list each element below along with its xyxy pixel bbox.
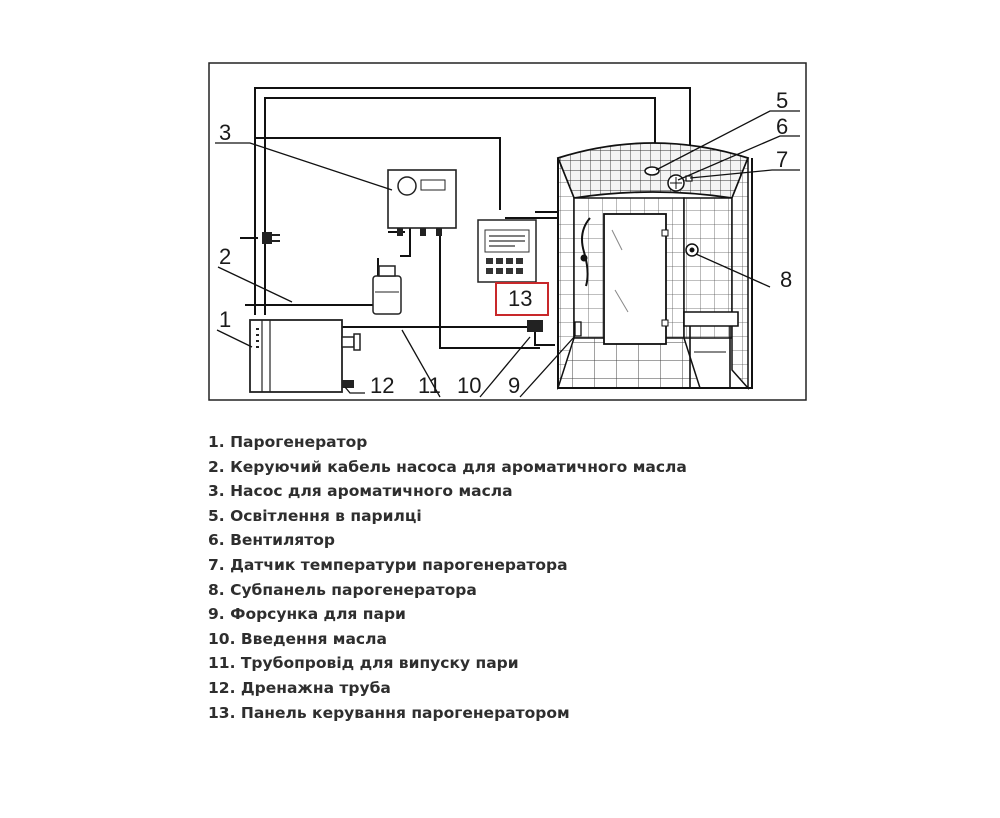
callout-3: 3: [219, 120, 232, 145]
legend-item: 13. Панель керування парогенератором: [208, 703, 570, 722]
callout-10: 10: [457, 373, 482, 398]
legend-list: [208, 430, 687, 725]
callout-2: 2: [219, 244, 232, 269]
legend-item: 1. Парогенератор: [208, 433, 368, 451]
legend-item: 10. Введення масла: [208, 629, 387, 648]
callout-13: 13: [508, 286, 533, 311]
legend-item: 6. Вентилятор: [208, 531, 335, 550]
callout-8: 8: [780, 267, 793, 292]
legend-item: 2. Керуючий кабель насоса для ароматичного масла: [208, 457, 687, 476]
callout-11: 11: [418, 373, 441, 398]
legend-item: 9. Форсунка для пари: [208, 605, 406, 624]
callout-6: 6: [776, 114, 789, 139]
callout-7: 7: [776, 147, 789, 172]
legend-item: 5. Освітлення в парилці: [208, 506, 422, 525]
aroma-pump: [388, 170, 456, 236]
legend-item: 3. Насос для ароматичного масла: [208, 482, 513, 501]
callout-1: 1: [219, 307, 232, 332]
legend-item: 11. Трубопровід для випуску пари: [208, 654, 519, 673]
legend-item: 7. Датчик температури парогенератора: [208, 555, 568, 574]
callout-9: 9: [508, 373, 521, 398]
legend-item: 12. Дренажна труба: [208, 678, 391, 697]
legend-item: 8. Субпанель парогенератора: [208, 580, 477, 599]
callout-12: 12: [370, 373, 395, 398]
oil-injector: [527, 320, 543, 332]
control-panel: [478, 220, 536, 282]
callout-5: 5: [776, 88, 789, 113]
